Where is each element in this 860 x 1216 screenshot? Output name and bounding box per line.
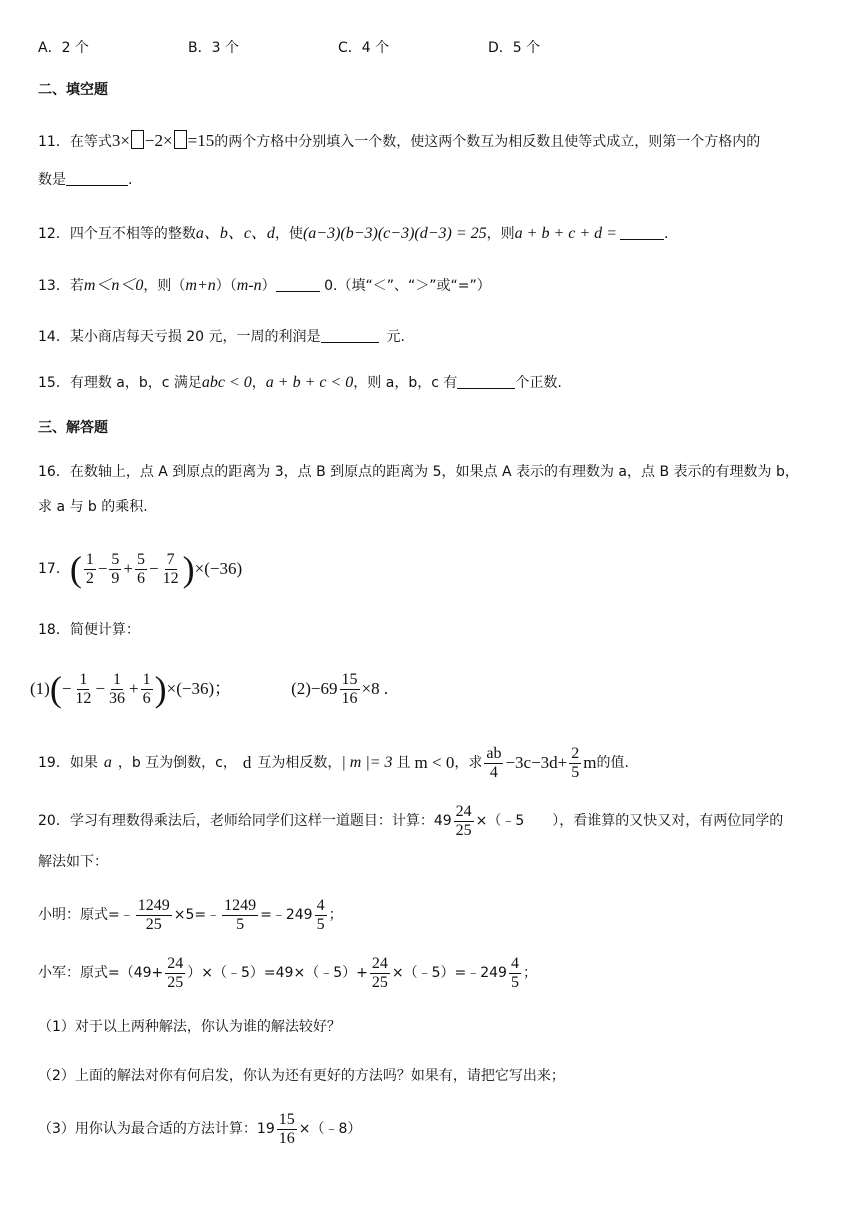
q13-end: 0.（填“＜”、“＞”或“=”） [319, 278, 491, 294]
q13-condition: m＜n＜0 [83, 277, 144, 294]
q18-f4-num: 15 [341, 670, 358, 688]
q20-xj-f3-den: 5 [510, 973, 519, 991]
q17-f4-num: 7 [166, 550, 175, 568]
q11-text: 的两个方格中分别填入一个数，使这两个数互为相反数且使等式成立，则第一个方格内的 [214, 134, 761, 150]
q20-s3-end: ×（﹣8） [298, 1121, 362, 1137]
q20-xm-fraction-2 [222, 897, 258, 934]
q20-xm-f1-num: 1249 [137, 896, 170, 914]
q18-fraction-3 [141, 671, 153, 708]
q11-number: 11．在等式 [38, 134, 112, 150]
q19-var-d: d [242, 753, 252, 772]
q20-number: 20．学习有理数得乘法后，老师给同学们这样一道题目：计算：49 [38, 813, 452, 829]
question-16-line1: 16．在数轴上，点 A 到原点的距离为 3，点 B 到原点的距离为 5，如果点 A 表示的有理数为 a，点 B 表示的有理数为 b， [38, 464, 799, 480]
q20-fraction [454, 803, 474, 840]
q15-end: 个正数. [515, 375, 562, 391]
q17-f1-den: 2 [85, 569, 94, 587]
q15-condition2: a + b + c < 0 [265, 374, 354, 391]
q20-xm-f3-num: 4 [316, 896, 325, 914]
q20-xm-f2-den: 5 [236, 915, 245, 933]
q17-left-paren: ( [69, 549, 82, 589]
option-d: D．5 个 [488, 40, 541, 56]
q18-part2-label: (2)−69 [291, 679, 338, 698]
q13-expr2: m-n [236, 277, 262, 294]
q20-xj-f1-den: 25 [167, 973, 184, 991]
q11-box-1 [131, 130, 144, 149]
q19-text1: ，b 互为倒数，c， [117, 755, 237, 771]
question-11 [38, 130, 830, 152]
q15-answer-blank [457, 374, 515, 389]
q20-xj-f1-num: 24 [167, 954, 184, 972]
q11-part2: −2× [144, 131, 173, 150]
q15-text: 15．有理数 a，b，c 满足 [38, 375, 202, 391]
q12-mid2: ，则 [486, 226, 515, 242]
q20-f-num: 24 [455, 802, 472, 820]
q18-f1-den: 12 [75, 689, 92, 707]
q17-op2: + [123, 559, 134, 578]
q12-number: 12．四个互不相等的整数 [38, 226, 196, 242]
q20-subquestion-2: （2）上面的解法对你有何启发，你认为还有更好的方法吗？如果有，请把它写出来； [38, 1068, 565, 1084]
q20-xm-mid: ×5=﹣ [173, 907, 221, 923]
q18-left-paren: ( [49, 669, 62, 709]
q18-part1-label: (1) [30, 679, 50, 698]
question-19 [38, 742, 830, 784]
q18-right-paren: ) [154, 669, 167, 709]
q19-number: 19．如果 [38, 755, 98, 771]
q20-s3-fraction [277, 1111, 297, 1148]
q19-fraction-1 [484, 745, 503, 782]
q17-f2-den: 9 [111, 569, 120, 587]
q18-fraction-2 [107, 671, 127, 708]
q11-answer-blank [66, 171, 128, 186]
q17-f1-num: 1 [85, 550, 94, 568]
option-a: A．2 个 [38, 40, 89, 56]
q18-f3-num: 1 [142, 670, 151, 688]
q18-f2-num: 1 [113, 670, 122, 688]
q20-s3-f-num: 15 [278, 1110, 295, 1128]
q19-mid: −3c−3d+ [505, 753, 568, 772]
q18-f2-den: 36 [109, 689, 126, 707]
q11-box-2 [174, 130, 187, 149]
q12-end: . [663, 226, 669, 242]
question-11-line2 [38, 170, 830, 190]
q15-sep: ， [251, 375, 266, 391]
q13-answer-blank [276, 277, 320, 292]
q20-xj-fraction-2 [370, 955, 390, 992]
q13-number: 13．若 [38, 278, 84, 294]
q11-part3: =15 [187, 131, 215, 150]
q13-expr1: m+n [185, 277, 216, 294]
q20-xj-mid2: ×（﹣5）=﹣249 [391, 965, 507, 981]
q19-f2-num: 2 [571, 744, 580, 762]
q20-s3-text: （3）用你认为最合适的方法计算：19 [38, 1121, 275, 1137]
q12-vars: a、b、c、d [195, 225, 275, 242]
q18-fraction-4 [340, 671, 360, 708]
q13-mid3: ） [261, 278, 276, 294]
q20-xm-label: 小明：原式=﹣ [38, 907, 134, 923]
q20-s3-f-den: 16 [278, 1129, 295, 1147]
q20-xm-end: ； [328, 907, 343, 923]
question-20-line2: 解法如下： [38, 854, 108, 870]
q18-op2: + [129, 679, 139, 698]
q13-mid: ，则（ [143, 278, 186, 294]
q19-var-a: a [103, 754, 112, 771]
q20-xj-fraction-1 [165, 955, 185, 992]
q17-op1: − [97, 559, 108, 578]
q17-f3-num: 5 [137, 550, 146, 568]
q19-abs: | m |= 3 [341, 754, 393, 771]
q15-condition1: abc < 0 [201, 374, 252, 391]
q17-fraction-1 [84, 551, 96, 588]
q20-xj-fraction-3 [509, 955, 521, 992]
question-18-title: 18．简便计算： [38, 622, 140, 638]
q20-xm-mid2: =﹣249 [260, 907, 313, 923]
q20-xm-fraction-1 [136, 897, 172, 934]
q17-number: 17． [38, 561, 70, 577]
q20-xj-mid: ）×（﹣5）=49×（﹣5）+ [187, 965, 368, 981]
q12-answer-blank [620, 225, 664, 240]
q20-xj-end: ； [522, 965, 537, 981]
section-title-fill-in: 二、填空题 [38, 82, 108, 98]
q20-xj-f2-den: 25 [371, 973, 388, 991]
q18-leading-minus: − [61, 679, 72, 698]
option-b: B．3 个 [188, 40, 239, 56]
q18-fraction-1 [73, 671, 93, 708]
question-15 [38, 373, 830, 393]
q17-fraction-3 [135, 551, 147, 588]
q20-rest: ×（﹣5 ），看谁算的又快又对，有两位同学的 [475, 813, 784, 829]
q11-end: . [128, 172, 133, 188]
q18-f3-den: 6 [142, 689, 151, 707]
q20-f-den: 25 [455, 821, 472, 839]
question-16-line2: 求 a 与 b 的乘积. [38, 499, 148, 515]
q17-tail: ×(−36) [194, 559, 243, 578]
q12-sum: a + b + c + d = [514, 225, 617, 242]
q20-xj-f2-num: 24 [371, 954, 388, 972]
q12-mid: ，使 [274, 226, 303, 242]
option-c: C．4 个 [338, 40, 390, 56]
q17-fraction-4 [161, 551, 181, 588]
q18-tail1: ×(−36)； [166, 679, 232, 698]
q20-subquestion-1: （1）对于以上两种解法，你认为谁的解法较好？ [38, 1019, 341, 1035]
q20-xm-fraction-3 [315, 897, 327, 934]
q19-f1-den: 4 [489, 763, 498, 781]
q19-end: 的值. [596, 755, 629, 771]
q11-part1: 3× [111, 131, 130, 150]
q19-f1-num: ab [486, 744, 502, 762]
q17-f3-den: 6 [137, 569, 146, 587]
q11-text2: 数是 [38, 172, 66, 188]
q14-answer-blank [321, 328, 379, 343]
question-20-line1 [38, 800, 830, 842]
q20-xiaoming-solution [38, 894, 830, 936]
q18-f1-num: 1 [79, 670, 88, 688]
q17-op3: − [149, 559, 159, 578]
q19-text3: 且 [396, 755, 411, 771]
section-title-answer: 三、解答题 [38, 420, 108, 436]
q19-var-m: m [583, 753, 597, 772]
q17-right-paren: ) [182, 549, 195, 589]
q20-xj-label: 小军：原式=（49+ [38, 965, 164, 981]
q19-text2: 互为相反数， [257, 755, 342, 771]
q19-condition: m < 0 [414, 753, 455, 772]
q17-fraction-2 [109, 551, 121, 588]
q20-xm-f1-den: 25 [145, 915, 162, 933]
q18-tail2: ×8 . [361, 679, 389, 698]
q20-xm-f3-den: 5 [316, 915, 325, 933]
q14-end: 元. [386, 329, 405, 345]
q15-mid: ，则 a，b，c 有 [353, 375, 458, 391]
q12-equation: (a−3)(b−3)(c−3)(d−3) = 25 [302, 225, 487, 242]
q18-f4-den: 16 [341, 689, 358, 707]
question-14 [38, 327, 830, 347]
q18-op1: − [95, 679, 106, 698]
q17-f4-den: 12 [162, 569, 179, 587]
q20-xj-f3-num: 4 [510, 954, 519, 972]
question-13 [38, 276, 830, 296]
q20-xiaojun-solution [38, 952, 830, 994]
question-18-parts [30, 668, 830, 710]
question-17 [38, 548, 830, 590]
q14-text: 14．某小商店每天亏损 20 元，一周的利润是 [38, 329, 321, 345]
q17-f2-num: 5 [111, 550, 120, 568]
q19-f2-den: 5 [571, 763, 580, 781]
q19-text4: ，求 [454, 755, 483, 771]
q13-mid2: ）（ [215, 278, 237, 294]
question-12 [38, 224, 830, 244]
q20-subquestion-3 [38, 1108, 830, 1150]
q19-fraction-2 [569, 745, 581, 782]
q20-xm-f2-num: 1249 [224, 896, 257, 914]
